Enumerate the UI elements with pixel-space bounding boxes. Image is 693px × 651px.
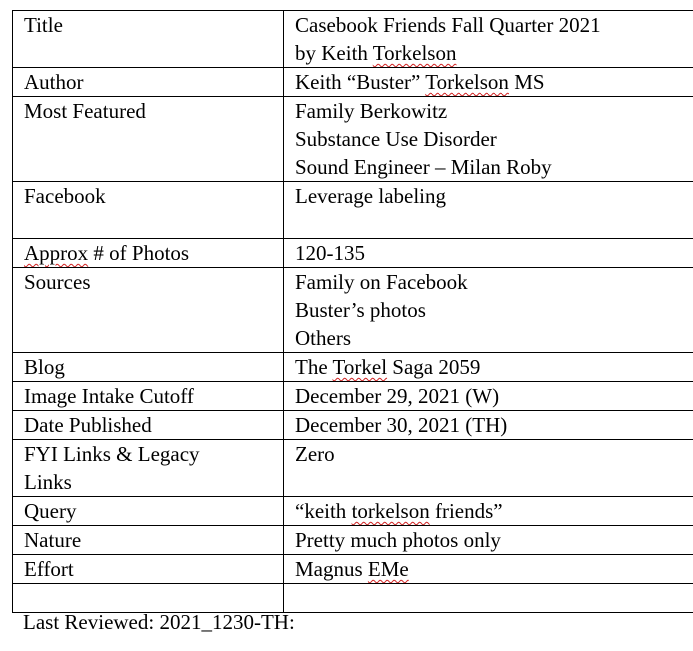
row-effort xyxy=(13,555,693,584)
value-cell xyxy=(284,239,693,268)
label-cell xyxy=(13,526,284,555)
spellcheck-torkelson: torkelson xyxy=(351,499,430,523)
value-empty xyxy=(295,584,693,612)
label-cell xyxy=(13,11,284,68)
label-title: Title xyxy=(24,13,63,37)
label-facebook: Facebook xyxy=(24,184,106,208)
label-query: Query xyxy=(24,499,77,523)
value-cell xyxy=(284,11,693,68)
label-cell xyxy=(13,555,284,584)
row-sources xyxy=(13,268,693,353)
label-cell xyxy=(13,497,284,526)
value-cell xyxy=(284,440,693,497)
metadata-table xyxy=(12,10,693,613)
label-cell xyxy=(13,382,284,411)
value-title-line2: by Keith Torkelson xyxy=(295,41,457,65)
value-cell xyxy=(284,68,693,97)
label-cell xyxy=(13,68,284,97)
value-featured-line3: Sound Engineer – Milan Roby xyxy=(295,155,552,179)
row-author xyxy=(13,68,693,97)
spellcheck-eme: EMe xyxy=(367,557,409,581)
row-most-featured xyxy=(13,97,693,182)
value-blog: The Torkel Saga 2059 xyxy=(295,355,481,379)
row-date-published xyxy=(13,411,693,440)
last-reviewed-note: Last Reviewed: 2021_1230-TH: xyxy=(23,610,295,634)
value-cell xyxy=(284,526,693,555)
label-cell xyxy=(13,97,284,182)
row-blog xyxy=(13,353,693,382)
value-cell xyxy=(284,353,693,382)
value-date-published: December 30, 2021 (TH) xyxy=(295,413,508,437)
label-image-intake-cutoff: Image Intake Cutoff xyxy=(24,384,194,408)
value-featured-line1: Family Berkowitz xyxy=(295,99,448,123)
value-cell xyxy=(284,268,693,353)
row-query xyxy=(13,497,693,526)
label-cell xyxy=(13,353,284,382)
label-fyi-links-line1: FYI Links & Legacy xyxy=(24,442,200,466)
value-cell xyxy=(284,411,693,440)
value-cell xyxy=(284,97,693,182)
value-nature: Pretty much photos only xyxy=(295,528,501,552)
value-featured-line2: Substance Use Disorder xyxy=(295,127,497,151)
label-cell xyxy=(13,239,284,268)
label-cell xyxy=(13,268,284,353)
label-effort: Effort xyxy=(24,557,74,581)
row-image-intake-cutoff xyxy=(13,382,693,411)
row-title xyxy=(13,11,693,68)
value-cell xyxy=(284,182,693,239)
row-nature xyxy=(13,526,693,555)
value-fyi-links: Zero xyxy=(295,442,335,466)
spellcheck-approx: Approx xyxy=(24,241,89,265)
value-title-line1: Casebook Friends Fall Quarter 2021 xyxy=(295,13,601,37)
row-facebook xyxy=(13,182,693,239)
value-author: Keith “Buster” Torkelson MS xyxy=(295,70,545,94)
spellcheck-torkelson: Torkelson xyxy=(372,41,457,65)
value-cell xyxy=(284,584,693,613)
label-cell xyxy=(13,440,284,497)
value-sources-line2: Buster’s photos xyxy=(295,298,426,322)
value-approx-photos: 120-135 xyxy=(295,241,365,265)
value-effort: Magnus EMe xyxy=(295,557,409,581)
spellcheck-torkel: Torkel xyxy=(332,355,388,379)
spellcheck-torkelson: Torkelson xyxy=(425,70,509,94)
label-sources: Sources xyxy=(24,270,91,294)
value-cell xyxy=(284,555,693,584)
value-image-intake-cutoff: December 29, 2021 (W) xyxy=(295,384,500,408)
label-blog: Blog xyxy=(24,355,65,379)
label-cell xyxy=(13,411,284,440)
row-fyi-links xyxy=(13,440,693,497)
label-date-published: Date Published xyxy=(24,413,152,437)
label-fyi-links-line2: Links xyxy=(24,470,72,494)
value-cell xyxy=(284,497,693,526)
label-author: Author xyxy=(24,70,84,94)
value-facebook: Leverage labeling xyxy=(295,184,446,208)
value-sources-line3: Others xyxy=(295,326,351,350)
label-nature: Nature xyxy=(24,528,82,552)
value-query: “keith torkelson friends” xyxy=(295,499,503,523)
row-approx-photos xyxy=(13,239,693,268)
label-most-featured: Most Featured xyxy=(24,99,146,123)
value-sources-line1: Family on Facebook xyxy=(295,270,468,294)
label-approx-photos: Approx # of Photos xyxy=(24,241,190,265)
value-cell xyxy=(284,382,693,411)
label-cell xyxy=(13,182,284,239)
